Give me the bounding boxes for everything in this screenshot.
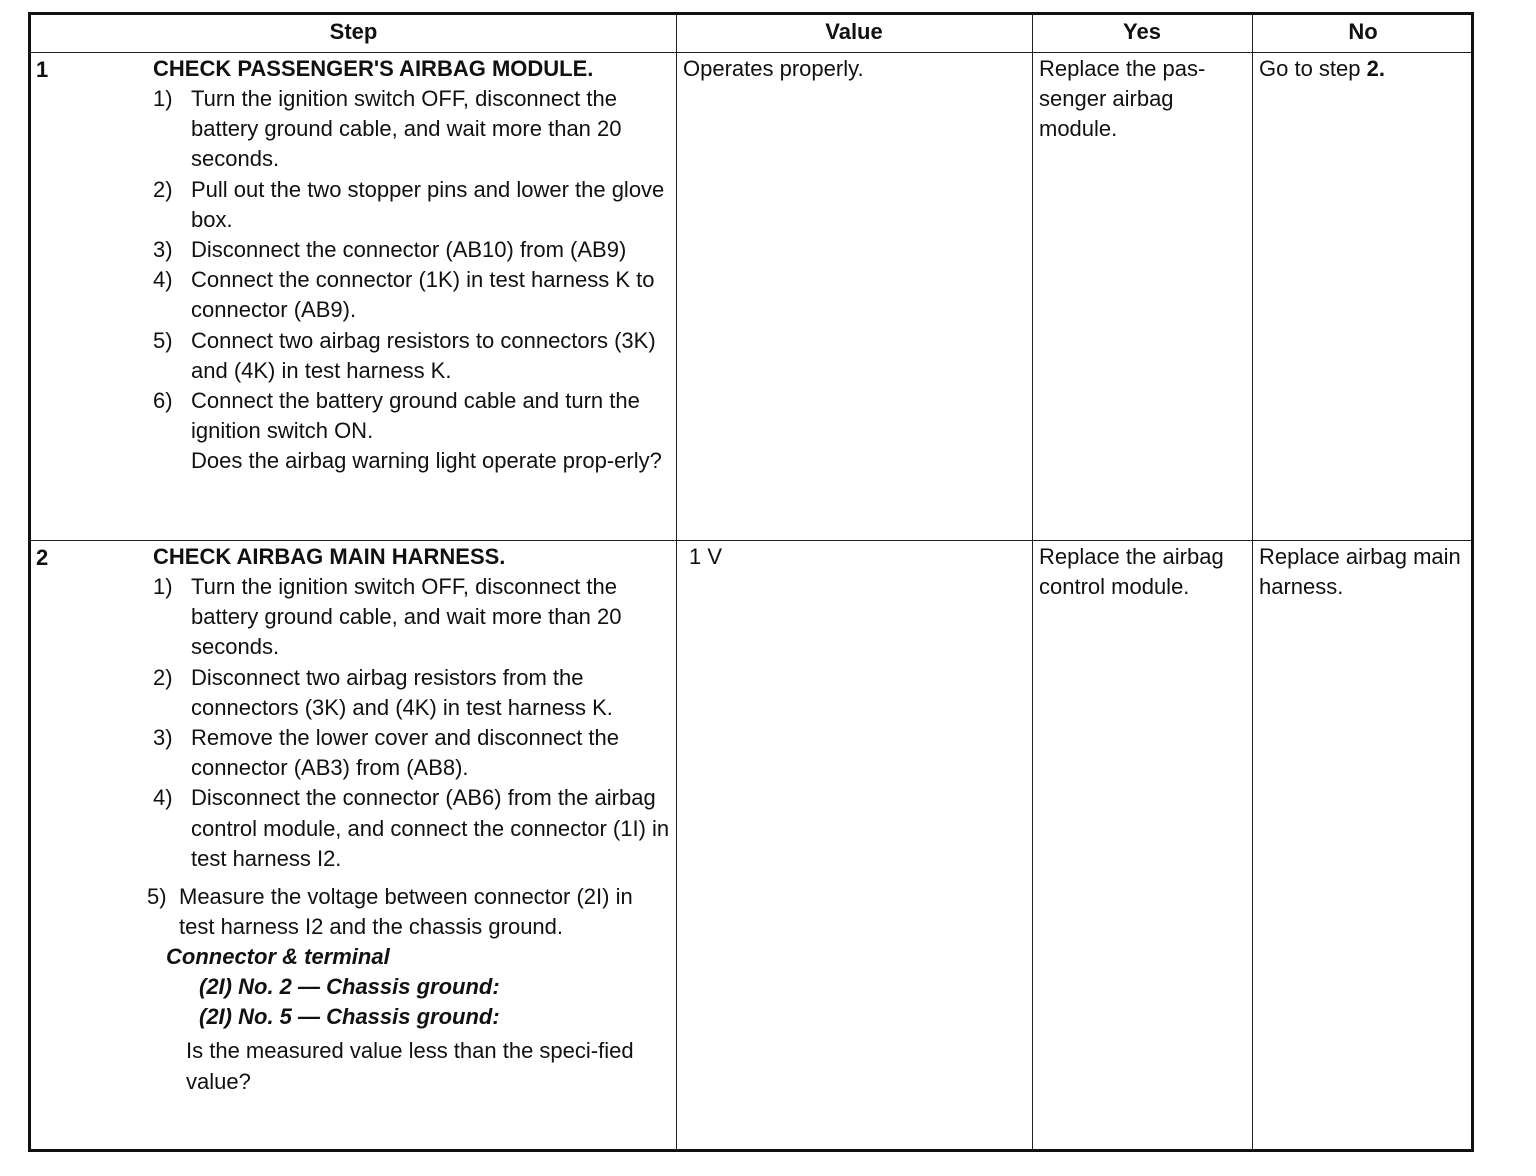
instruction-item	[153, 326, 678, 386]
instruction-item	[153, 84, 678, 175]
no-cell	[1259, 54, 1469, 84]
instruction-text: Connect the battery ground cable and turn the ignition switch ON.	[191, 388, 640, 444]
header-yes: Yes	[1123, 19, 1161, 44]
instruction-text: Remove the lower cover and disconnect the connector (AB3) from (AB8).	[191, 725, 620, 781]
connector-line: (2I) No. 5 — Chassis ground:	[199, 1004, 500, 1030]
header-divider	[31, 52, 1471, 53]
step-content	[147, 542, 678, 1097]
instruction-item	[153, 265, 678, 325]
instruction-list	[153, 572, 678, 874]
connector-heading: Connector & terminal	[166, 944, 390, 970]
step-title: CHECK PASSENGER'S AIRBAG MODULE.	[153, 56, 594, 81]
column-divider	[1032, 15, 1033, 1149]
instruction-item	[153, 175, 678, 235]
check-question: Is the measured value less than the speci-fied value?	[186, 1038, 634, 1094]
instruction-item	[153, 235, 678, 265]
instruction-number: 4)	[153, 267, 173, 293]
instruction-number: 5)	[147, 884, 167, 910]
no-cell: Replace airbag main harness.	[1259, 544, 1461, 599]
instruction-text: Disconnect two airbag resistors from the connectors (3K) and (4K) in test harness K.	[191, 664, 613, 720]
header-value: Value	[825, 19, 883, 44]
instruction-item	[147, 882, 669, 942]
instruction-item	[153, 723, 678, 783]
instruction-number: 4)	[153, 785, 173, 811]
step-content	[153, 54, 678, 477]
instruction-item	[153, 663, 678, 723]
instruction-number: 5)	[153, 327, 173, 353]
header-step: Step	[329, 19, 378, 44]
instruction-list	[153, 84, 678, 446]
column-divider	[1252, 15, 1253, 1149]
instruction-text: Pull out the two stopper pins and lower the glove box.	[191, 176, 665, 232]
connector-line: (2I) No. 2 — Chassis ground:	[199, 974, 500, 1000]
instruction-text: Disconnect the connector (AB10) from (AB9)	[191, 237, 627, 263]
instruction-text: Disconnect the connector (AB6) from the airbag control module, and connect the connector (1I) in test harness I2.	[191, 785, 670, 871]
value-cell: 1 V	[689, 544, 723, 569]
instruction-number: 3)	[153, 725, 173, 751]
step-title: CHECK AIRBAG MAIN HARNESS.	[153, 544, 506, 569]
check-question: Does the airbag warning light operate prop-erly?	[191, 448, 662, 474]
yes-cell: Replace the airbag control module.	[1039, 544, 1224, 599]
instruction-number: 1)	[153, 574, 173, 599]
yes-cell: Replace the pas-senger airbag module.	[1039, 56, 1206, 141]
instruction-text: Connect the connector (1K) in test harness K to connector (AB9).	[191, 267, 655, 323]
instruction-number: 1)	[153, 86, 173, 111]
instruction-text: Measure the voltage between connector (2I) in test harness I2 and the chassis ground.	[179, 884, 633, 940]
instruction-number: 3)	[153, 237, 173, 263]
diagnostic-table	[28, 12, 1474, 1152]
step-number: 1	[36, 57, 49, 82]
instruction-number: 2)	[153, 664, 173, 690]
instruction-item	[153, 572, 678, 663]
instruction-number: 2)	[153, 176, 173, 202]
header-no: No	[1348, 19, 1378, 44]
row-divider	[31, 540, 1471, 541]
value-cell: Operates properly.	[683, 56, 864, 81]
step-reference: 2.	[1366, 56, 1385, 81]
step-number: 2	[36, 545, 49, 570]
instruction-item	[153, 783, 678, 874]
instruction-text: Turn the ignition switch OFF, disconnect the battery ground cable, and wait more than 20 seconds.	[191, 574, 622, 660]
instruction-text: Turn the ignition switch OFF, disconnect the battery ground cable, and wait more than 20 seconds.	[191, 86, 622, 172]
instruction-text: Connect two airbag resistors to connectors (3K) and (4K) in test harness K.	[191, 327, 656, 383]
instruction-number: 6)	[153, 388, 173, 414]
no-text: Go to step	[1259, 56, 1367, 81]
instruction-item	[153, 386, 678, 446]
